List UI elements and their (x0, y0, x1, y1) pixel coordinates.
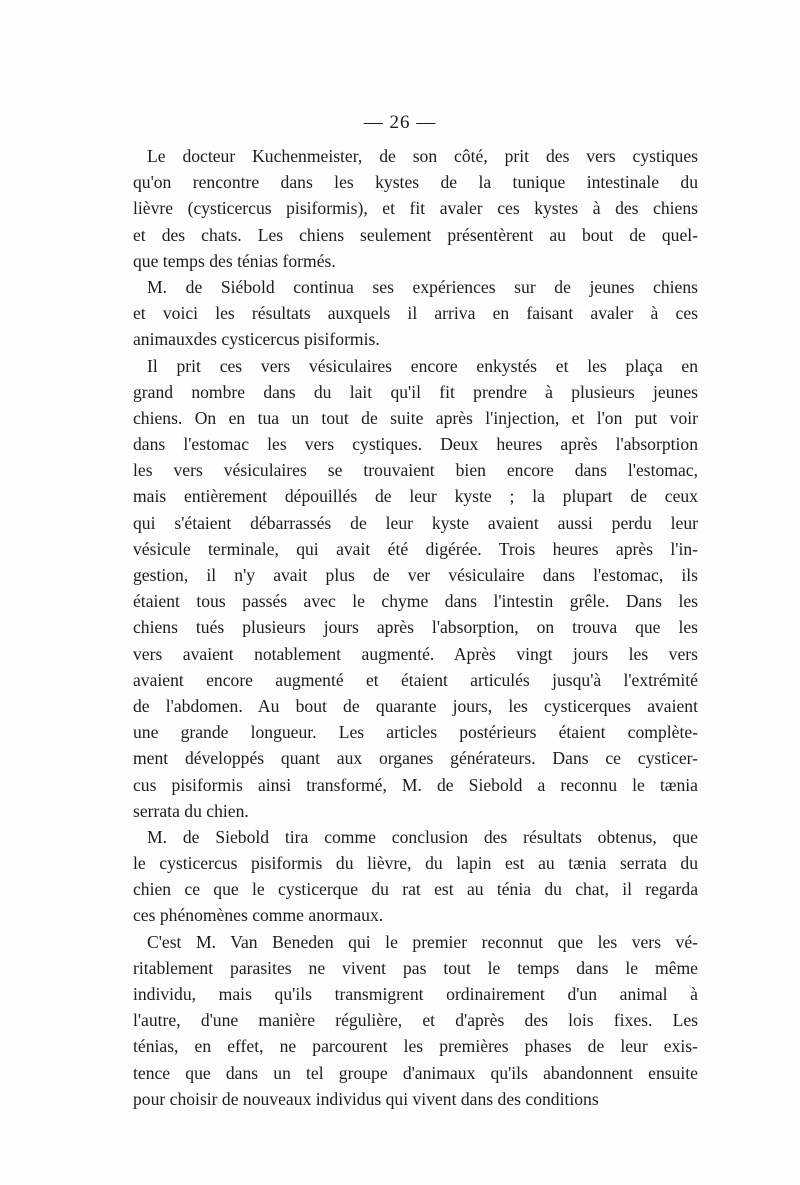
text-line: vers avaient notablement augmenté. Après vingt jours les vers (133, 643, 698, 664)
text-line: que temps des ténias formés. (133, 250, 336, 271)
text-line: gestion, il n'y avait plus de ver vésiculaire dans l'estomac, ils (133, 565, 698, 585)
text-line: ritablement parasites ne vivent pas tout le temps dans le même (133, 957, 698, 978)
text-line: C'est M. Van Beneden qui le premier reconnut que les vers vé- (147, 931, 698, 952)
text-line: qu'on rencontre dans les kystes de la tunique intestinale du (133, 172, 698, 193)
text-line: ténias, en effet, ne parcourent les premières phases de leur exis- (133, 1036, 698, 1057)
paragraph (133, 929, 698, 1112)
text-line: et voici les résultats auxquels il arriva en faisant avaler à ces (133, 303, 698, 324)
text-line: chiens. On en tua un tout de suite après l'injection, et l'on put voir (133, 407, 698, 428)
text-line: pour choisir de nouveaux individus qui vivent dans des conditions (133, 1088, 599, 1109)
text-line: ces phénomènes comme anormaux. (133, 905, 384, 926)
text-line: une grande longueur. Les articles postérieurs étaient complète- (133, 722, 698, 743)
text-line: avaient encore augmenté et étaient articulés jusqu'à l'extrémité (133, 669, 698, 690)
page-number: — 26 — (363, 112, 437, 133)
text-line: serrata du chien. (133, 800, 249, 821)
text-line: dans l'estomac les vers cystiques. Deux heures après l'absorption (133, 434, 698, 455)
text-line: et des chats. Les chiens seulement présentèrent au bout de quel- (133, 224, 698, 245)
text-line: animauxdes cysticercus pisiformis. (133, 329, 380, 350)
text-line: le cysticercus pisiformis du lièvre, du lapin est au tænia serrata du (133, 853, 698, 874)
text-line: Le docteur Kuchenmeister, de son côté, prit des vers cystiques (147, 146, 698, 166)
text-line: grand nombre dans du lait qu'il fit prendre à plusieurs jeunes (133, 381, 698, 402)
text-line: chien ce que le cysticerque du rat est au ténia du chat, il regarda (133, 879, 698, 900)
text-line: mais entièrement dépouillés de leur kyste ; la plupart de ceux (133, 486, 698, 507)
text-line: étaient tous passés avec le chyme dans l'intestin grêle. Dans les (133, 591, 698, 612)
text-line: cus pisiformis ainsi transformé, M. de Siebold a reconnu le tænia (133, 774, 698, 795)
paragraph (133, 143, 698, 274)
text-line: de l'abdomen. Au bout de quarante jours, les cysticerques avaient (133, 695, 698, 716)
text-line: Il prit ces vers vésiculaires encore enkystés et les plaça en (147, 355, 698, 376)
text-line: individu, mais qu'ils transmigrent ordinairement d'un animal à (133, 984, 698, 1004)
text-line: chiens tués plusieurs jours après l'absorption, on trouva que les (133, 617, 698, 638)
text-line: tence que dans un tel groupe d'animaux qu'ils abandonnent ensuite (133, 1062, 698, 1083)
text-line: les vers vésiculaires se trouvaient bien encore dans l'estomac, (133, 460, 698, 481)
text-line: vésicule terminale, qui avait été digérée. Trois heures après l'in- (133, 538, 698, 559)
body-text (133, 143, 698, 1112)
text-line: qui s'étaient débarrassés de leur kyste avaient aussi perdu leur (133, 512, 698, 533)
paragraph (133, 274, 698, 353)
paragraph (133, 353, 698, 824)
paragraph (133, 824, 698, 929)
text-line: M. de Siébold continua ses expériences sur de jeunes chiens (147, 276, 698, 297)
text-line: lièvre (cysticercus pisiformis), et fit avaler ces kystes à des chiens (133, 198, 698, 219)
text-line: ment développés quant aux organes générateurs. Dans ce cysticer- (133, 748, 698, 769)
text-line: l'autre, d'une manière régulière, et d'après des lois fixes. Les (133, 1010, 698, 1031)
text-line: M. de Siebold tira comme conclusion des résultats obtenus, que (147, 826, 698, 847)
